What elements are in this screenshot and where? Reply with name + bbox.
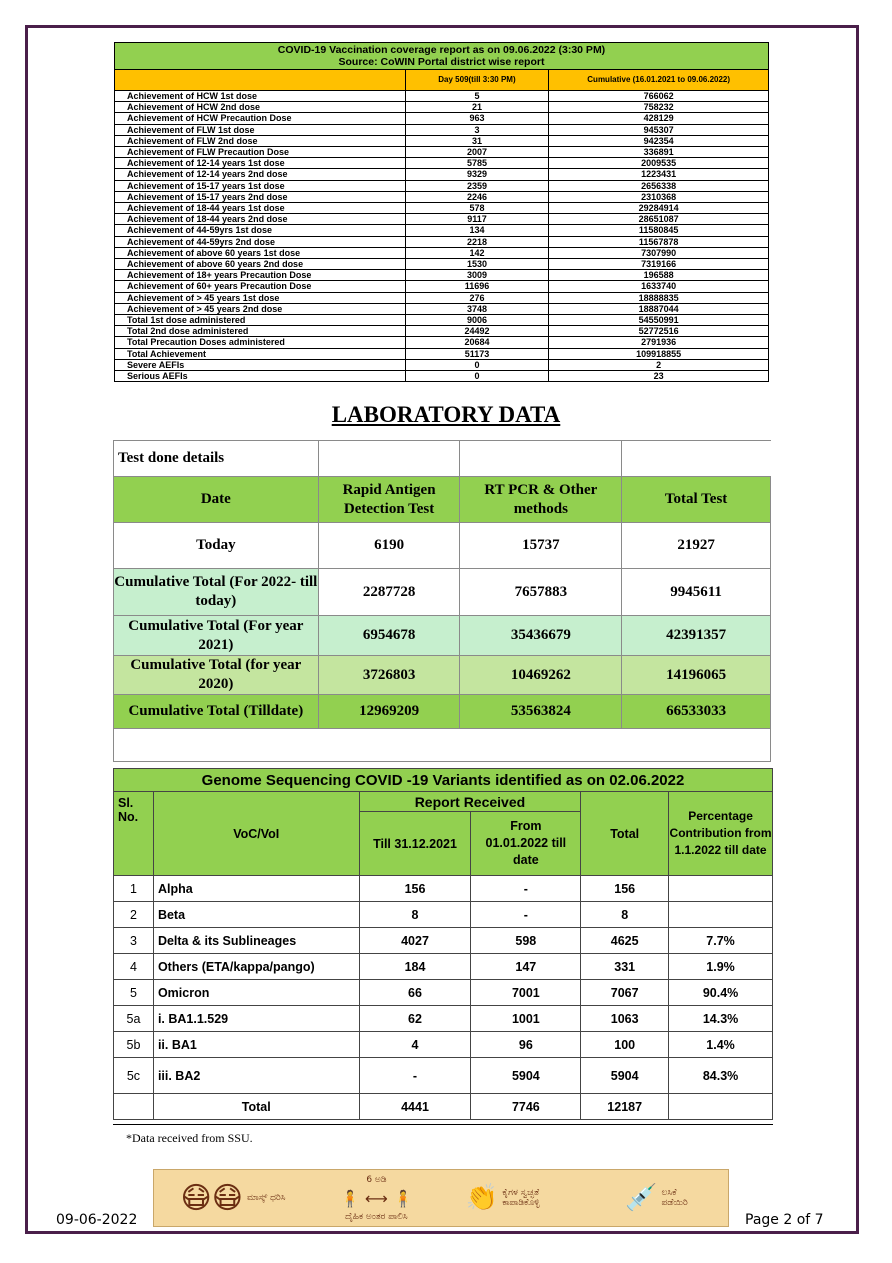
vaccination-cell-day: 578 [405,203,549,214]
vaccination-cell-cum: 11567878 [549,236,769,247]
vaccination-row [115,158,769,169]
vaccination-row [115,326,769,337]
genome-cell-pct: 1.9% [669,954,773,980]
vaccination-cell-cum: 52772516 [549,326,769,337]
vaccination-cell-cum: 2009535 [549,158,769,169]
genome-cell-voc: ii. BA1 [153,1032,359,1058]
vaccination-cell-label: Achievement of 44-59yrs 1st dose [115,225,406,236]
vaccination-cell-cum: 758232 [549,102,769,113]
genome-row [114,980,773,1006]
lab-cell-label: Cumulative Total (For year 2021) [114,616,319,656]
genome-total-total: 12187 [581,1094,669,1120]
genome-cell-from: 598 [471,928,581,954]
lab-cell-label: Cumulative Total (for year 2020) [114,656,319,695]
vaccination-row [115,259,769,270]
report-date: 09-06-2022 [56,1212,138,1228]
vaccination-cell-cum: 7307990 [549,247,769,258]
vaccine-icon: 💉 [625,1183,658,1213]
lab-cell-label: Today [114,523,319,569]
vaccination-cell-cum: 18888835 [549,292,769,303]
lab-table [113,440,771,762]
lab-cell-rtpcr: 15737 [460,523,622,569]
vaccination-cell-cum: 428129 [549,113,769,124]
mask-icon: 😷😷 [180,1180,244,1216]
genome-cell-till: 66 [359,980,471,1006]
vaccination-cell-label: Total Precaution Doses administered [115,337,406,348]
vaccination-cell-label: Achievement of HCW Precaution Dose [115,113,406,124]
vaccination-cell-label: Achievement of FLW 2nd dose [115,135,406,146]
vaccination-cell-day: 3 [405,124,549,135]
genome-table [113,768,773,1120]
lab-cell-total: 66533033 [622,695,771,729]
vaccination-cell-day: 51173 [405,348,549,359]
vaccination-cell-label: Total 1st dose administered [115,315,406,326]
vaccination-cell-label: Achievement of 18-44 years 1st dose [115,203,406,214]
vaccination-cell-label: Achievement of 18-44 years 2nd dose [115,214,406,225]
genome-total-row [114,1094,773,1120]
genome-cell-till: 156 [359,876,471,902]
lab-row [114,569,771,616]
vaccination-title: COVID-19 Vaccination coverage report as on 09.06.2022 (3:30 PM) [277,44,606,56]
genome-cell-pct: 1.4% [669,1032,773,1058]
vaccination-row [115,281,769,292]
genome-cell-voc: iii. BA2 [153,1058,359,1094]
vaccination-cell-label: Achievement of > 45 years 1st dose [115,292,406,303]
lab-heading: LABORATORY DATA [331,402,561,427]
vaccination-cell-day: 2246 [405,191,549,202]
genome-header-pct: Percentage Contribution from 1.1.2022 till date [669,792,773,876]
vaccination-cell-label: Total Achievement [115,348,406,359]
genome-cell-from: 1001 [471,1006,581,1032]
genome-cell-till: - [359,1058,471,1094]
genome-cell-sl: 5b [114,1032,154,1058]
vaccination-cell-label: Achievement of HCW 2nd dose [115,102,406,113]
vaccination-cell-day: 142 [405,247,549,258]
vaccination-cell-day: 3748 [405,303,549,314]
genome-cell-from: 5904 [471,1058,581,1094]
genome-cell-sl: 4 [114,954,154,980]
lab-header-rtpcr: RT PCR & Other methods [460,477,622,523]
genome-cell-pct: 7.7% [669,928,773,954]
lab-cell-label: Cumulative Total (For 2022- till today) [114,569,319,616]
vaccination-row [115,348,769,359]
vaccination-row [115,371,769,382]
genome-row [114,954,773,980]
genome-cell-pct: 90.4% [669,980,773,1006]
lab-cell-rat: 12969209 [318,695,460,729]
vaccination-cell-day: 5 [405,91,549,102]
vaccination-cell-cum: 336891 [549,147,769,158]
vaccination-cell-cum: 2656338 [549,180,769,191]
genome-header-till: Till 31.12.2021 [359,812,471,876]
genome-cell-voc: Others (ETA/kappa/pango) [153,954,359,980]
vaccination-cell-cum: 2 [549,359,769,370]
banner-wash: 👏 ಕೈಗಳ ಸ್ವಚ್ಛತೆ ಕಾಪಾಡಿಕೊಳ್ಳಿ [465,1183,540,1213]
vaccination-cell-day: 5785 [405,158,549,169]
lab-cell-rat: 3726803 [318,656,460,695]
genome-cell-from: 147 [471,954,581,980]
vaccination-cell-cum: 2310368 [549,191,769,202]
genome-cell-voc: Omicron [153,980,359,1006]
genome-header-report: Report Received [359,792,581,812]
genome-cell-pct [669,876,773,902]
vaccination-cell-day: 31 [405,135,549,146]
vaccination-row [115,337,769,348]
lab-blank-row [114,729,771,762]
vaccination-cell-label: Achievement of HCW 1st dose [115,91,406,102]
safety-banner [153,1169,729,1227]
genome-cell-total: 5904 [581,1058,669,1094]
vaccination-cell-day: 9006 [405,315,549,326]
vaccination-cell-cum: 109918855 [549,348,769,359]
genome-cell-total: 156 [581,876,669,902]
genome-cell-voc: Alpha [153,876,359,902]
genome-header-voc: VoC/VoI [153,792,359,876]
lab-header-total: Total Test [622,477,771,523]
lab-header-rat: Rapid Antigen Detection Test [318,477,460,523]
vaccination-row [115,214,769,225]
genome-row [114,876,773,902]
genome-cell-total: 1063 [581,1006,669,1032]
vaccination-cell-label: Achievement of 12-14 years 2nd dose [115,169,406,180]
vaccination-cell-cum: 28651087 [549,214,769,225]
vaccination-cell-day: 3009 [405,270,549,281]
vaccination-cell-day: 9117 [405,214,549,225]
vaccination-cell-label: Achievement of 15-17 years 1st dose [115,180,406,191]
lab-cell-total: 14196065 [622,656,771,695]
genome-cell-till: 62 [359,1006,471,1032]
vaccination-row [115,180,769,191]
lab-cell-rat: 6954678 [318,616,460,656]
page-number: Page 2 of 7 [745,1212,824,1228]
vaccination-cell-day: 963 [405,113,549,124]
genome-cell-till: 4027 [359,928,471,954]
lab-cell-rtpcr: 53563824 [460,695,622,729]
col-cumulative-header: Cumulative (16.01.2021 to 09.06.2022) [549,70,769,91]
genome-cell-total: 4625 [581,928,669,954]
lab-cell-total: 21927 [622,523,771,569]
vaccination-cell-day: 24492 [405,326,549,337]
vaccination-cell-label: Total 2nd dose administered [115,326,406,337]
vaccination-cell-day: 2359 [405,180,549,191]
lab-row [114,695,771,729]
genome-title: Genome Sequencing COVID -19 Variants identified as on 02.06.2022 [114,769,773,792]
vaccination-cell-label: Achievement of above 60 years 1st dose [115,247,406,258]
genome-total-from: 7746 [471,1094,581,1120]
lab-cell-total: 9945611 [622,569,771,616]
vaccination-cell-label: Achievement of 60+ years Precaution Dose [115,281,406,292]
vaccination-row [115,124,769,135]
genome-total-till: 4441 [359,1094,471,1120]
genome-cell-voc: Beta [153,902,359,928]
genome-cell-till: 4 [359,1032,471,1058]
vaccination-cell-label: Achievement of 12-14 years 1st dose [115,158,406,169]
vaccination-cell-cum: 29284914 [549,203,769,214]
banner-distance: 6 ಅಡಿ 🧍 ⟷ 🧍 ದೈಹಿಕ ಅಂತರ ಪಾಲಿಸಿ [339,1174,413,1222]
genome-cell-voc: Delta & its Sublineages [153,928,359,954]
distance-icon: 🧍 ⟷ 🧍 [339,1188,413,1208]
genome-row [114,1032,773,1058]
vaccination-row [115,292,769,303]
vaccination-row [115,247,769,258]
genome-header-sl: Sl. No. [114,792,154,876]
lab-header-date: Date [114,477,319,523]
vaccination-row [115,303,769,314]
vaccination-row [115,102,769,113]
vaccination-cell-day: 2218 [405,236,549,247]
vaccination-row [115,135,769,146]
handwash-icon: 👏 [465,1183,499,1213]
vaccination-row [115,91,769,102]
vaccination-source: Source: CoWIN Portal district wise report [338,56,545,68]
vaccination-cell-day: 2007 [405,147,549,158]
lab-cell-rtpcr: 35436679 [460,616,622,656]
vaccination-cell-cum: 23 [549,371,769,382]
vaccination-cell-day: 20684 [405,337,549,348]
vaccination-cell-label: Achievement of FLW Precaution Dose [115,147,406,158]
vaccination-cell-cum: 766062 [549,91,769,102]
vaccination-cell-day: 276 [405,292,549,303]
vaccination-cell-day: 134 [405,225,549,236]
footnote-rule [113,1124,773,1125]
vaccination-cell-label: Achievement of above 60 years 2nd dose [115,259,406,270]
vaccination-cell-cum: 945307 [549,124,769,135]
banner-mask: 😷😷 ಮಾಸ್ಕ್ ಧರಿಸಿ [180,1180,286,1216]
vaccination-row [115,225,769,236]
vaccination-cell-cum: 18887044 [549,303,769,314]
vaccination-cell-label: Achievement of 44-59yrs 2nd dose [115,236,406,247]
lab-cell-rtpcr: 7657883 [460,569,622,616]
genome-cell-sl: 5 [114,980,154,1006]
vaccination-cell-cum: 942354 [549,135,769,146]
vaccination-cell-cum: 7319166 [549,259,769,270]
genome-header-from: From 01.01.2022 till date [471,812,581,876]
footnote: *Data received from SSU. [126,1131,253,1145]
vaccination-row [115,236,769,247]
vaccination-row [115,191,769,202]
genome-cell-sl: 1 [114,876,154,902]
vaccination-row [115,270,769,281]
lab-row [114,616,771,656]
vaccination-cell-day: 0 [405,359,549,370]
vaccination-cell-day: 1530 [405,259,549,270]
vaccination-cell-label: Achievement of FLW 1st dose [115,124,406,135]
genome-row [114,1058,773,1094]
lab-cell-rat: 6190 [318,523,460,569]
vaccination-cell-day: 11696 [405,281,549,292]
genome-cell-from: 96 [471,1032,581,1058]
genome-cell-sl: 5a [114,1006,154,1032]
genome-cell-sl: 3 [114,928,154,954]
vaccination-cell-cum: 1223431 [549,169,769,180]
genome-cell-till: 8 [359,902,471,928]
genome-cell-voc: i. BA1.1.529 [153,1006,359,1032]
lab-cell-rat: 2287728 [318,569,460,616]
vaccination-cell-day: 21 [405,102,549,113]
vaccination-row [115,169,769,180]
test-done-label: Test done details [114,441,319,477]
vaccination-table [114,42,769,382]
genome-cell-sl: 5c [114,1058,154,1094]
vaccination-cell-cum: 196588 [549,270,769,281]
genome-cell-pct: 14.3% [669,1006,773,1032]
genome-cell-total: 100 [581,1032,669,1058]
lab-row [114,523,771,569]
vaccination-cell-cum: 1633740 [549,281,769,292]
vaccination-cell-label: Achievement of > 45 years 2nd dose [115,303,406,314]
lab-cell-label: Cumulative Total (Tilldate) [114,695,319,729]
genome-total-label: Total [153,1094,359,1120]
genome-cell-total: 7067 [581,980,669,1006]
vaccination-cell-label: Severe AEFIs [115,359,406,370]
genome-cell-sl: 2 [114,902,154,928]
lab-row [114,656,771,695]
vaccination-row [115,203,769,214]
vaccination-cell-day: 0 [405,371,549,382]
vaccination-cell-label: Achievement of 18+ years Precaution Dose [115,270,406,281]
genome-row [114,928,773,954]
genome-cell-from: - [471,876,581,902]
vaccination-cell-label: Achievement of 15-17 years 2nd dose [115,191,406,202]
genome-cell-from: - [471,902,581,928]
genome-cell-pct: 84.3% [669,1058,773,1094]
genome-row [114,1006,773,1032]
genome-cell-pct [669,902,773,928]
vaccination-cell-cum: 11580845 [549,225,769,236]
genome-header-total: Total [581,792,669,876]
col-day-header: Day 509(till 3:30 PM) [405,70,549,91]
vaccination-row [115,147,769,158]
genome-cell-total: 8 [581,902,669,928]
banner-vaccine: 💉 ಲಸಿಕೆ ಪಡೆಯಿರಿ [625,1183,688,1213]
vaccination-row [115,315,769,326]
vaccination-row [115,113,769,124]
vaccination-cell-cum: 2791936 [549,337,769,348]
vaccination-row [115,359,769,370]
vaccination-cell-day: 9329 [405,169,549,180]
vaccination-cell-label: Serious AEFIs [115,371,406,382]
vaccination-cell-cum: 54550991 [549,315,769,326]
genome-cell-till: 184 [359,954,471,980]
lab-cell-total: 42391357 [622,616,771,656]
genome-cell-from: 7001 [471,980,581,1006]
lab-cell-rtpcr: 10469262 [460,656,622,695]
genome-row [114,902,773,928]
genome-cell-total: 331 [581,954,669,980]
